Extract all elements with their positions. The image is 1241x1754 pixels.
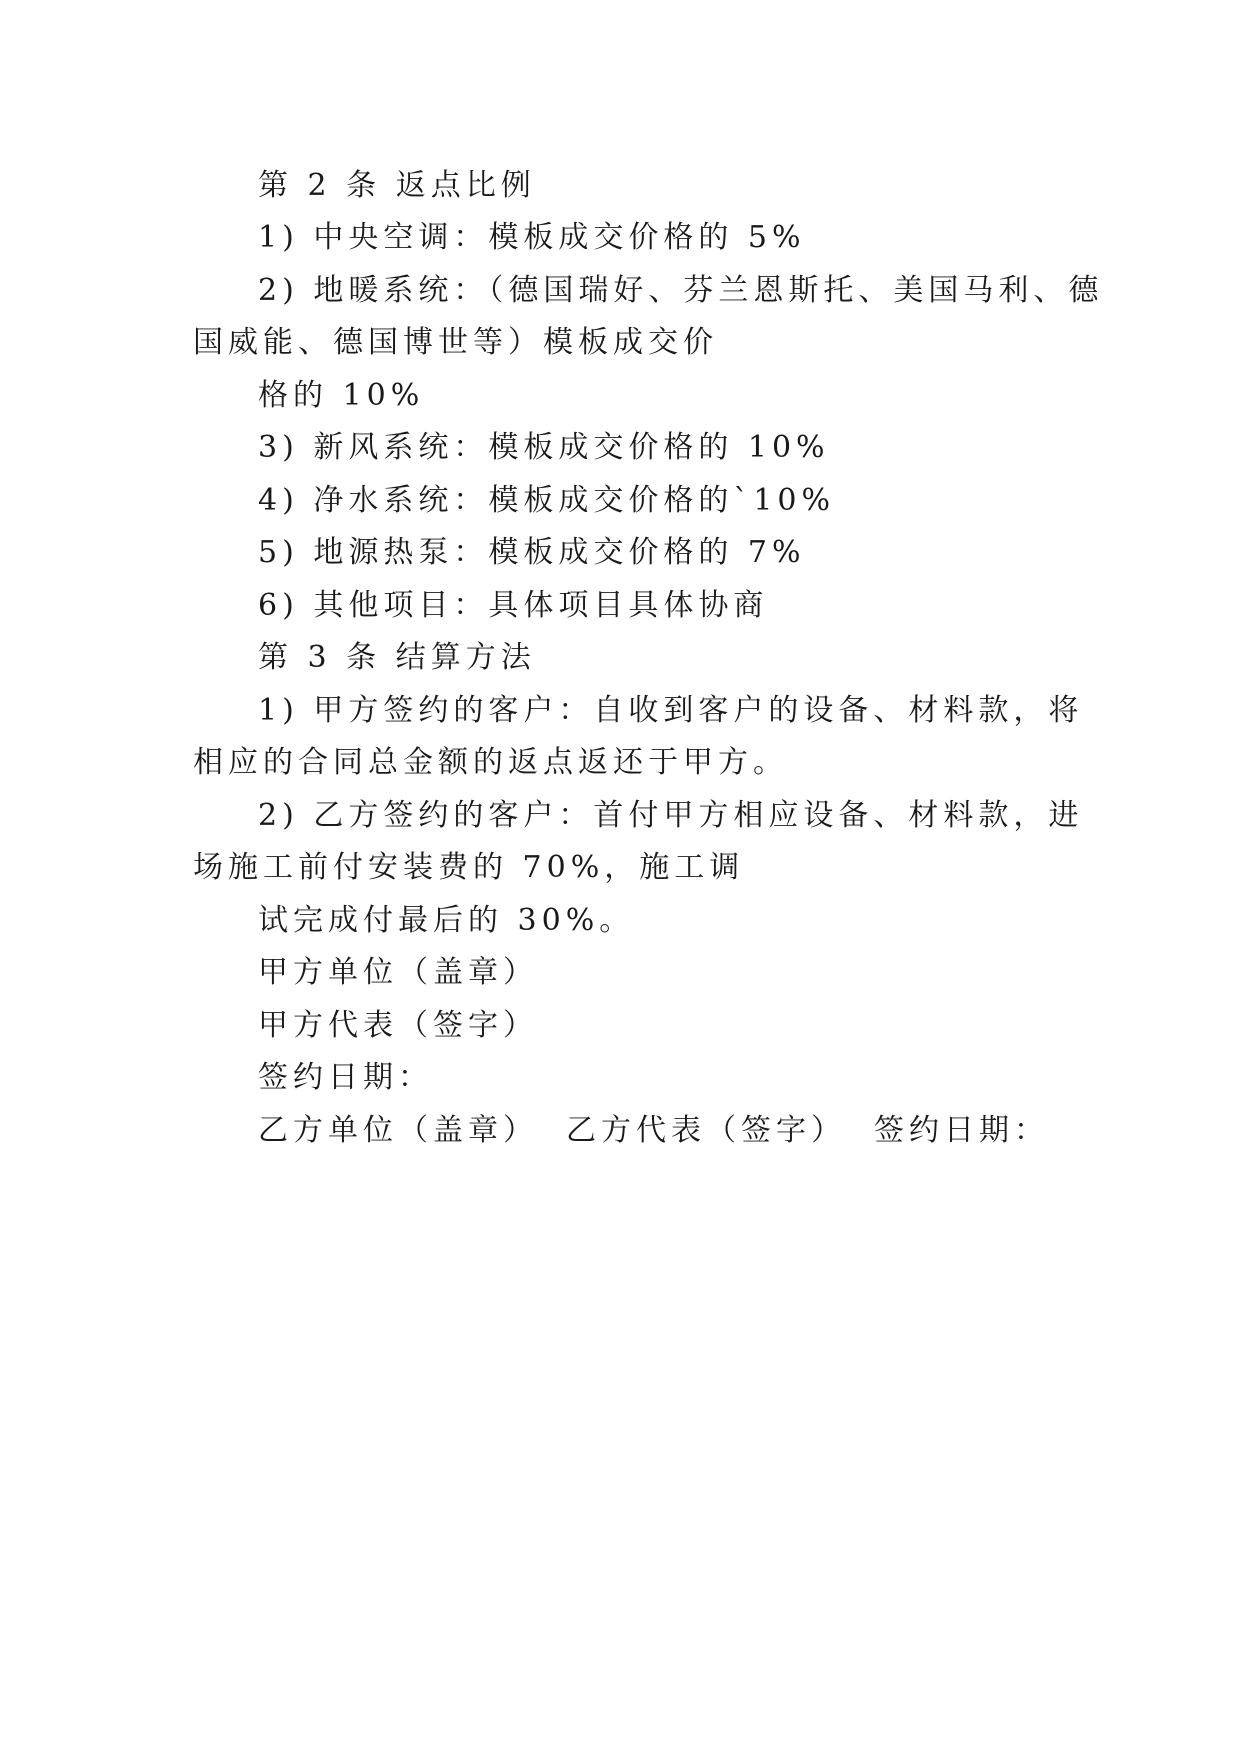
party-b-signature-row [258,1111,1049,1151]
article-3-heading: 第 3 条 结算方法 [258,640,536,675]
article-2-item-water-purification: 4) 净水系统：模板成交价格的`10% [258,483,836,518]
article-2-item-floor-heating-line1: 2) 地暖系统：（德国瑞好、芬兰恩斯托、美国马利、德 [258,273,1104,308]
party-a-unit-seal: 甲方单位（盖章） [258,955,538,990]
party-b-unit-seal: 乙方单位（盖章） [258,1113,538,1148]
party-a-representative-signature: 甲方代表（签字） [258,1008,538,1043]
party-b-representative-signature: 乙方代表（签字） [566,1113,846,1148]
article-2-item-ground-source-heat-pump: 5) 地源热泵：模板成交价格的 7% [258,535,806,570]
article-2-heading: 第 2 条 返点比例 [258,168,536,203]
article-2-item-central-ac: 1) 中央空调：模板成交价格的 5% [258,220,806,255]
party-b-signing-date: 签约日期： [874,1113,1049,1148]
article-2-item-floor-heating-line3: 格的 10% [258,378,425,413]
article-3-item2-line3: 试完成付最后的 30%。 [258,903,635,938]
article-3-item1-line2: 相应的合同总金额的返点返还于甲方。 [193,745,788,780]
article-3-item2-line2: 场施工前付安装费的 70%，施工调 [193,850,745,885]
article-2-item-other: 6) 其他项目：具体项目具体协商 [258,588,769,623]
article-2-item-fresh-air: 3) 新风系统：模板成交价格的 10% [258,430,830,465]
party-a-signing-date: 签约日期： [258,1060,433,1095]
article-3-item1-line1: 1) 甲方签约的客户：自收到客户的设备、材料款，将 [258,693,1084,728]
article-3-item2-line1: 2) 乙方签约的客户：首付甲方相应设备、材料款，进 [258,798,1084,833]
article-2-item-floor-heating-line2: 国威能、德国博世等）模板成交价 [193,325,718,360]
